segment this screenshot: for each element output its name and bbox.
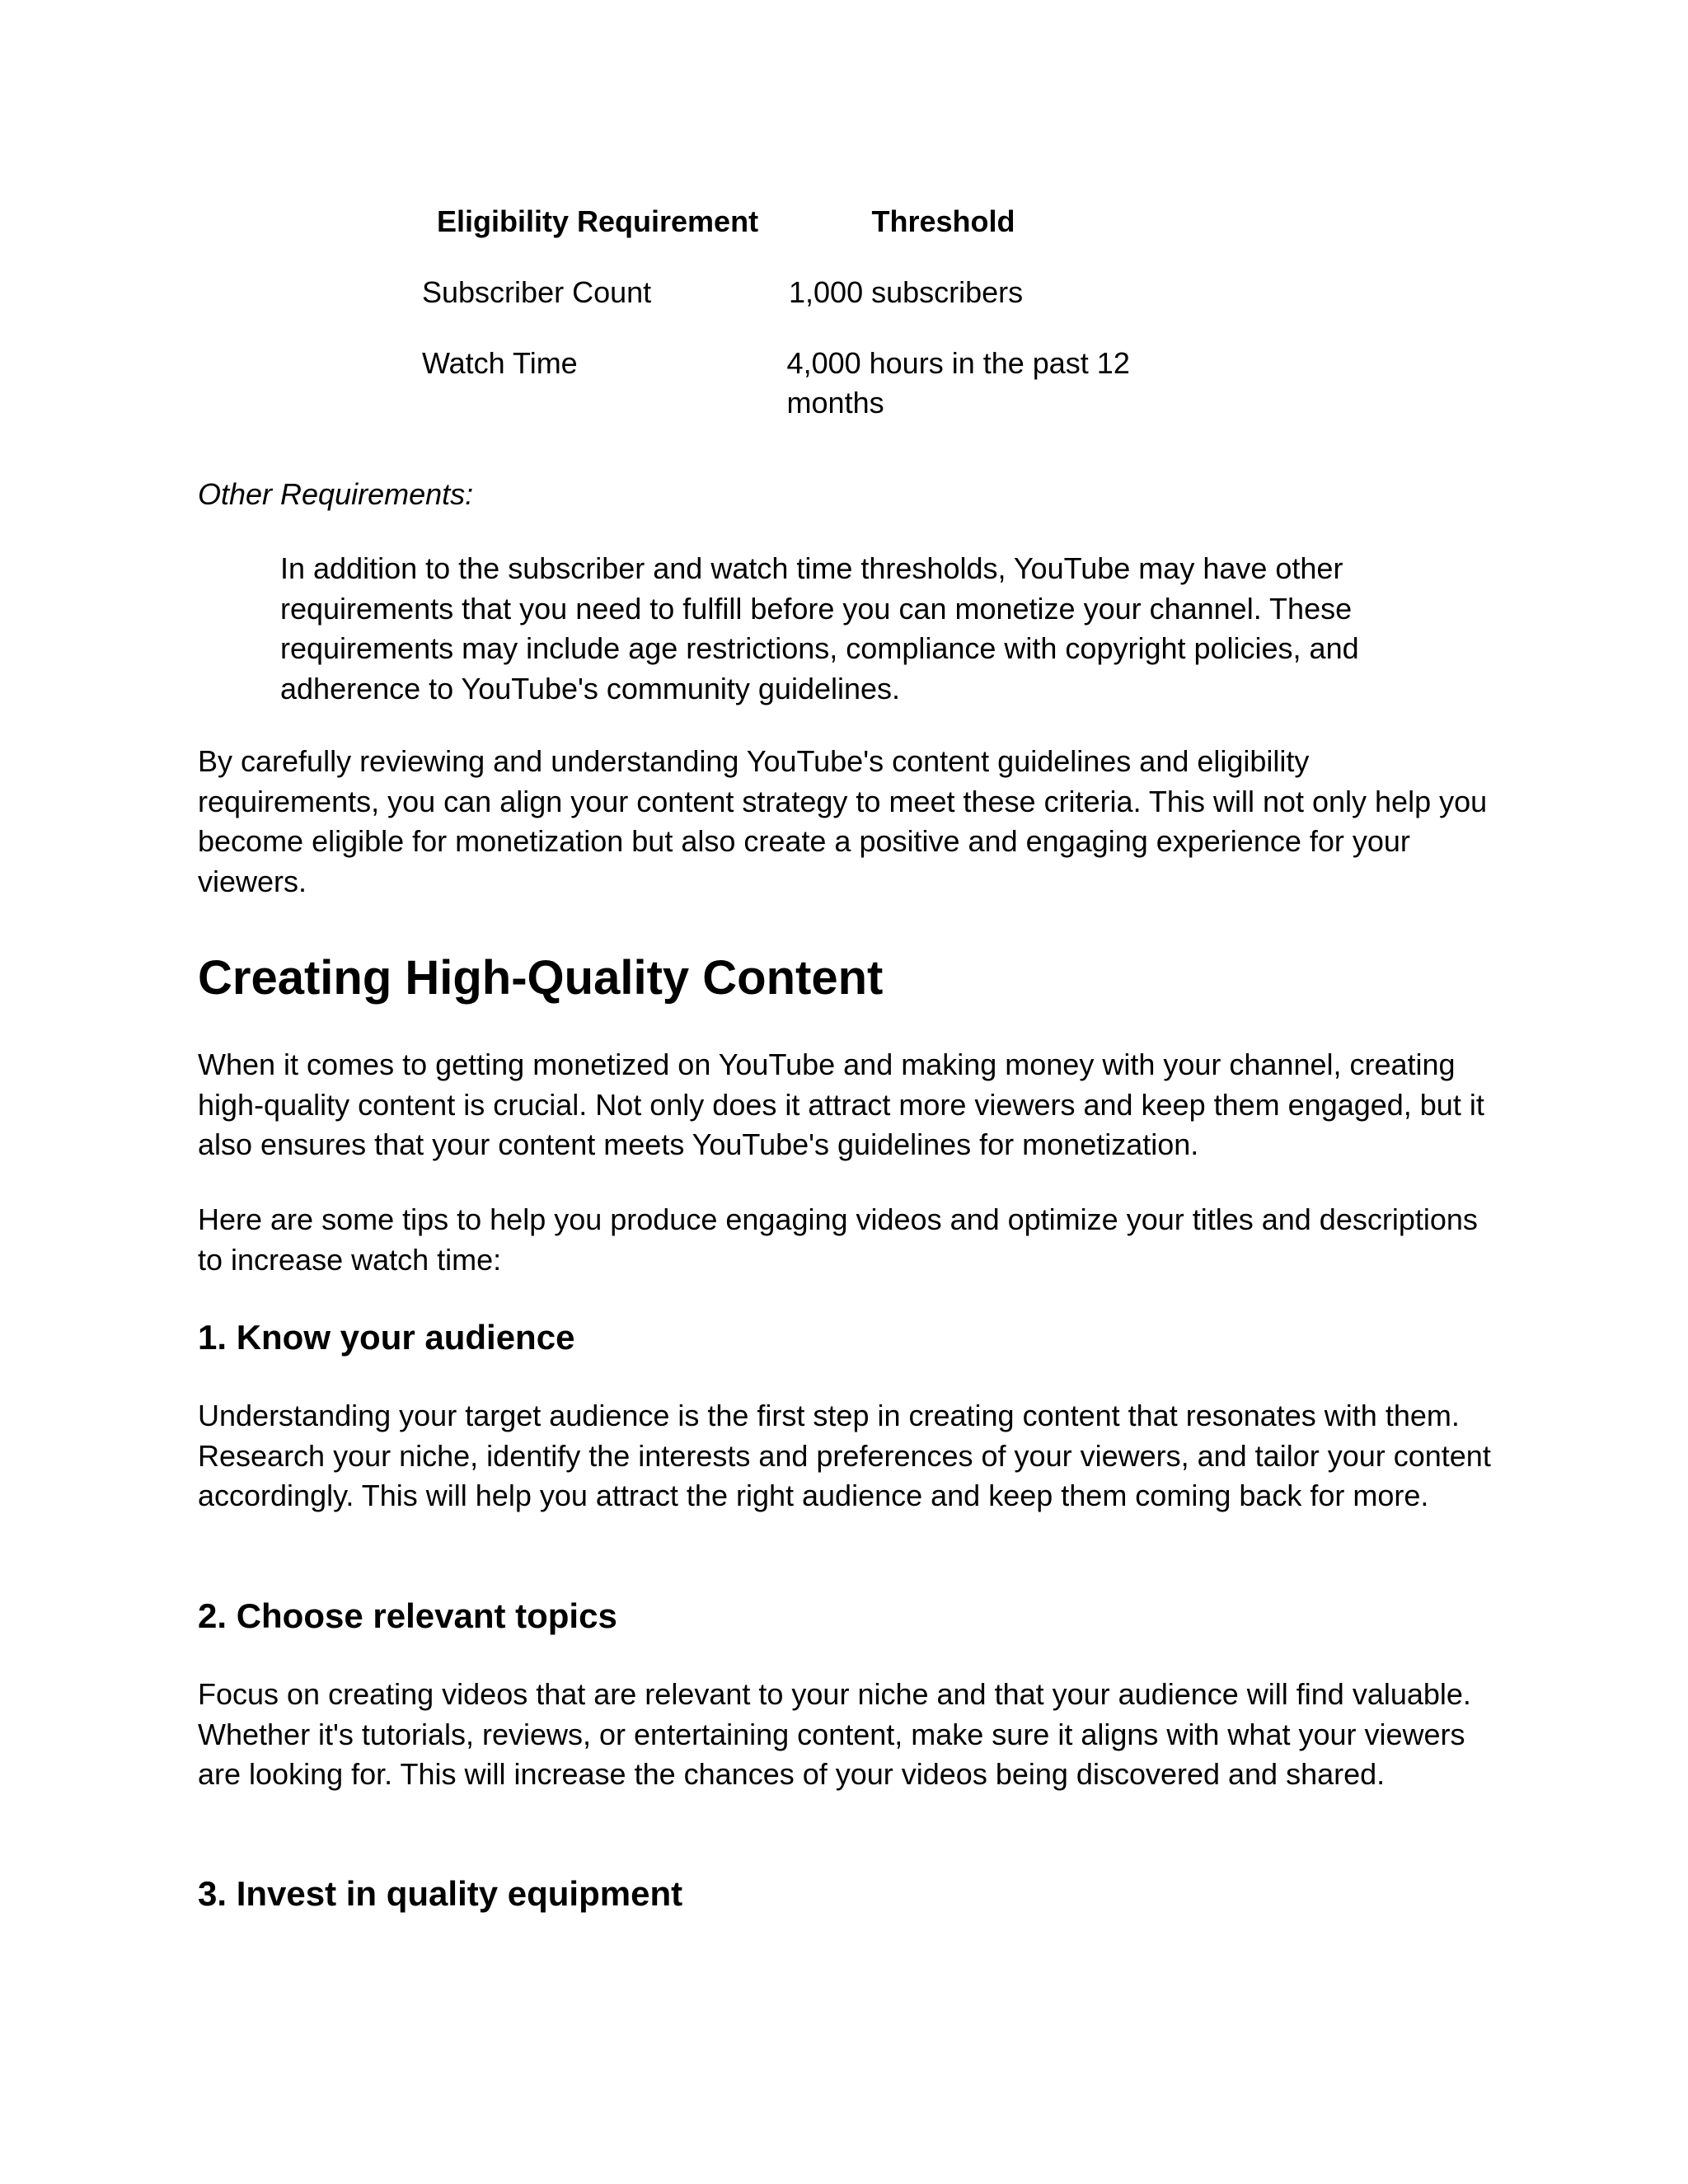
table-cell: Watch Time	[422, 346, 578, 380]
tip-heading: 2. Choose relevant topics	[198, 1596, 617, 1635]
section-title: Creating High-Quality Content	[198, 951, 884, 1005]
tip-body: Understanding your target audience is the first step in creating content that resonates with them. Research your niche, identify the interests and preferences of your viewers, and tailor your content accordingly. This will help you attract the right audience and keep them coming back for more.	[198, 1399, 1491, 1512]
tips-intro: Here are some tips to help you produce engaging videos and optimize your titles and descriptions to increase watch time:	[198, 1202, 1478, 1277]
tip-heading: 3. Invest in quality equipment	[198, 1874, 683, 1913]
table-cell: Subscriber Count	[422, 275, 652, 309]
eligibility-table	[422, 202, 1164, 423]
other-requirements-label: Other Requirements:	[198, 477, 474, 511]
summary-paragraph: By carefully reviewing and understanding YouTube's content guidelines and eligibility requirements, you can align your content strategy to meet these criteria. This will not only help you become eligible for monetization but also create a positive and engaging experience for your viewers.	[198, 744, 1488, 898]
tip-body: Focus on creating videos that are relevant to your niche and that your audience will find valuable. Whether it's tutorials, reviews, or entertaining content, make sure it aligns with what your viewers are looking for. This will increase the chances of your videos being discovered and shared.	[198, 1677, 1471, 1791]
table-header-cell: Eligibility Requirement	[437, 204, 759, 238]
table-header-cell: Threshold	[871, 204, 1015, 238]
section-intro: When it comes to getting monetized on YouTube and making money with your channel, creating high-quality content is crucial. Not only does it attract more viewers and keep them engaged, but it also ensures that your content meets YouTube's guidelines for monetization.	[198, 1047, 1484, 1161]
table-cell: 4,000 hours in the past 12 months	[786, 346, 1130, 419]
other-requirements-text: In addition to the subscriber and watch time thresholds, YouTube may have other requirements that you need to fulfill before you can monetize your channel. These requirements may include age restrictions, compliance with copyright policies, and adherence to YouTube's community guidelines.	[280, 551, 1359, 705]
table-header-row	[422, 202, 1164, 273]
table-row	[422, 273, 1164, 344]
table-cell: 1,000 subscribers	[789, 275, 1024, 309]
table-row	[422, 344, 1164, 423]
tip-heading: 1. Know your audience	[198, 1318, 575, 1357]
